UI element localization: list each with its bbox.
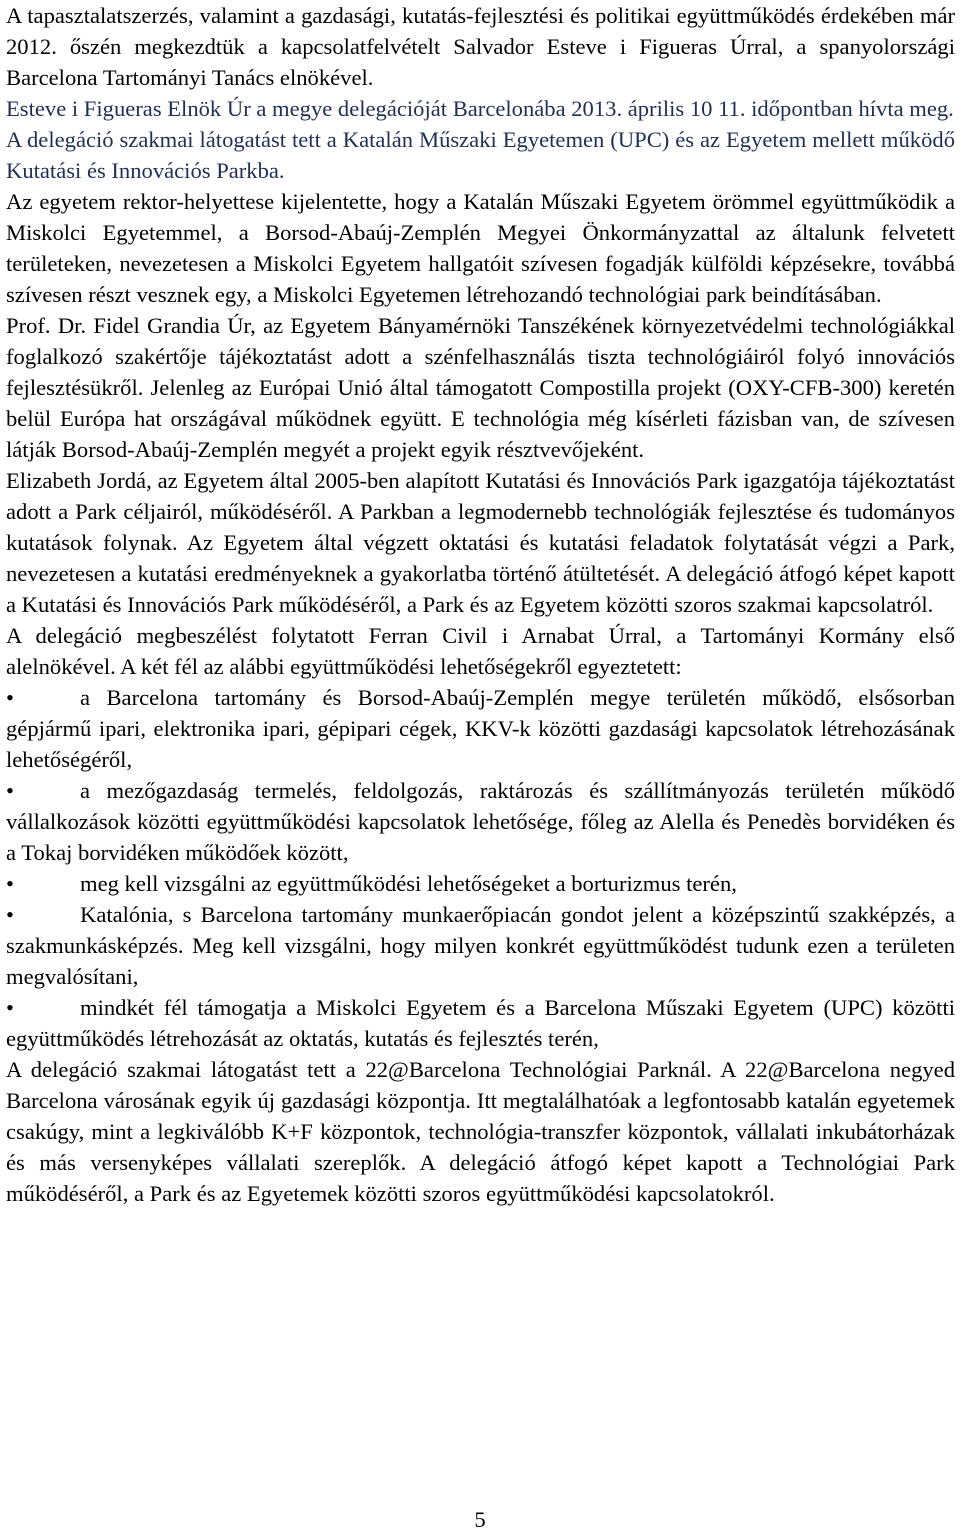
list-item bbox=[6, 868, 955, 899]
bullet-icon: • bbox=[6, 685, 14, 710]
paragraph-jorda: Elizabeth Jordá, az Egyetem által 2005-ben alapított Kutatási és Innovációs Park igazgatója tájékoztatást adott a Park céljairól, működéséről. A Parkban a legmodernebb technológiák fejlesztése és tudományos kutatások folynak. Az Egyetem által végzett oktatási és kutatási feladatok folytatását végzi a Park, nevezetesen a kutatási eredményeknek a gyakorlatba történő átültetését. A delegáció átfogó képet kapott a Kutatási és Innovációs Park működéséről, a Park és az Egyetem közötti szoros szakmai kapcsolatról. bbox=[6, 468, 955, 617]
bullet-icon: • bbox=[6, 902, 14, 927]
list-item-text: a mezőgazdaság termelés, feldolgozás, raktározás és szállítmányozás területén működő vállalkozások közötti együttműködési kapcsolatok lehetősége, főleg az Alella és Penedès borvidéken és a Tokaj borvidéken működőek között, bbox=[6, 778, 955, 865]
list-item-text: mindkét fél támogatja a Miskolci Egyetem és a Barcelona Műszaki Egyetem (UPC) közötti együttműködés létrehozását az oktatás, kutatás és fejlesztés terén, bbox=[6, 995, 955, 1051]
list-item-text: meg kell vizsgálni az együttműködési lehetőségeket a borturizmus terén, bbox=[80, 871, 737, 896]
bullet-list bbox=[6, 682, 955, 1054]
paragraph-invitation: Esteve i Figueras Elnök Úr a megye delegációját Barcelonába 2013. április 10 11. időpontban hívta meg. bbox=[6, 96, 954, 121]
bullet-icon: • bbox=[6, 995, 14, 1020]
document-body bbox=[6, 0, 955, 1209]
paragraph-civil-arnabat: A delegáció megbeszélést folytatott Ferran Civil i Arnabat Úrral, a Tartományi Kormány első alelnökével. A két fél az alábbi együttműködési lehetőségekről egyeztetett: bbox=[6, 623, 955, 679]
list-item bbox=[6, 992, 955, 1054]
paragraph-vice-rector: Az egyetem rektor-helyettese kijelentette, hogy a Katalán Műszaki Egyetem örömmel együttműködik a Miskolci Egyetemmel, a Borsod-Abaúj-Zemplén Megyei Önkormányzattal az általunk felvetett területeken, nevezetesen a Miskolci Egyetem hallgatóit szívesen fogadják külföldi képzésekre, továbbá szívesen részt vesznek egy, a Miskolci Egyetemen létrehozandó technológiai park beindításában. bbox=[6, 189, 955, 307]
paragraph-upc-visit: A delegáció szakmai látogatást tett a Katalán Műszaki Egyetemen (UPC) és az Egyetem mellett működő Kutatási és Innovációs Parkba. bbox=[6, 127, 955, 183]
bullet-icon: • bbox=[6, 778, 14, 803]
paragraph-intro: A tapasztalatszerzés, valamint a gazdasági, kutatás-fejlesztési és politikai együttműködés érdekében már 2012. őszén megkezdtük a kapcsolatfelvételt Salvador Esteve i Figueras Úrral, a spanyolországi Barcelona Tartományi Tanács elnökével. bbox=[6, 3, 955, 90]
list-item-text: Katalónia, s Barcelona tartomány munkaerőpiacán gondot jelent a középszintű szakképzés, a szakmunkásképzés. Meg kell vizsgálni, hogy milyen konkrét együttműködést tudunk ezen a területen megvalósítani, bbox=[6, 902, 955, 989]
page-number: 5 bbox=[474, 1507, 486, 1532]
list-item bbox=[6, 775, 955, 868]
bullet-icon: • bbox=[6, 871, 14, 896]
list-item bbox=[6, 899, 955, 992]
paragraph-22barcelona: A delegáció szakmai látogatást tett a 22@Barcelona Technológiai Parknál. A 22@Barcelona negyed Barcelona városának egyik új gazdasági központja. Itt megtalálhatóak a legfontosabb katalán egyetemek csakúgy, mint a legkiválóbb K+F központok, technológia-transzfer központok, vállalati inkubátorházak és más versenyképes vállalati szereplők. A delegáció átfogó képet kapott a Technológiai Park működéséről, a Park és az Egyetemek közötti szoros együttműködési kapcsolatokról. bbox=[6, 1057, 955, 1206]
list-item bbox=[6, 682, 955, 775]
list-item-text: a Barcelona tartomány és Borsod-Abaúj-Zemplén megye területén működő, elsősorban gépjármű ipari, elektronika ipari, gépipari cégek, KKV-k közötti gazdasági kapcsolatok létrehozásának lehetőségéről, bbox=[6, 685, 955, 772]
paragraph-grandia: Prof. Dr. Fidel Grandia Úr, az Egyetem Bányamérnöki Tanszékének környezetvédelmi technológiákkal foglalkozó szakértője tájékoztatást adott a szénfelhasználás tiszta technológiáiról folyó innovációs fejlesztésükről. Jelenleg az Európai Unió által támogatott Compostilla projekt (OXY-CFB-300) keretén belül Európa hat országával működnek együtt. E technológia még kísérleti fázisban van, de szívesen látják Borsod-Abaúj-Zemplén megyét a projekt egyik résztvevőjeként. bbox=[6, 313, 955, 462]
